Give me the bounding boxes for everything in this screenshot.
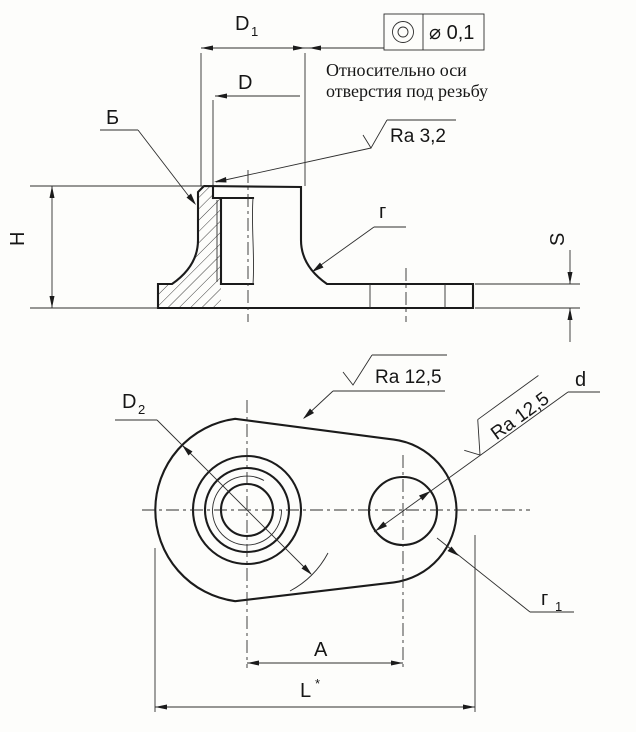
tolerance-note-line2: отверстия под резьбу — [326, 81, 489, 101]
dim-A — [247, 639, 403, 666]
surface-finish-ra32 — [214, 120, 456, 183]
dim-d — [374, 369, 600, 532]
side-view — [7, 13, 580, 342]
dim-label-r1-sub: 1 — [555, 599, 563, 614]
dim-label-H: H — [7, 231, 29, 246]
dim-label-d: d — [575, 369, 587, 391]
tolerance-value: ⌀ 0,1 — [429, 22, 475, 44]
surface-finish-ra125-top — [303, 355, 447, 419]
dim-S — [475, 233, 580, 342]
dim-label-r1: г — [541, 588, 549, 610]
dim-L — [155, 535, 475, 712]
concentricity-icon — [393, 22, 414, 43]
dim-label-D1-sub: 1 — [251, 24, 259, 39]
dim-label-L: L — [300, 680, 312, 702]
dim-label-D1: D — [235, 13, 250, 35]
label-ra32: Ra 3,2 — [390, 126, 446, 147]
tolerance-frame — [384, 14, 484, 50]
callout-B — [100, 107, 196, 205]
tolerance-note-line1: Относительно оси — [326, 60, 467, 80]
surface-finish-ra125-diag — [454, 375, 558, 463]
dim-r1 — [437, 538, 574, 614]
surface-finish-icon — [363, 120, 456, 148]
dim-label-D2: D — [122, 391, 137, 413]
label-B: Б — [106, 107, 120, 129]
top-view — [115, 355, 600, 712]
dim-label-D: D — [238, 72, 253, 94]
dim-label-A: A — [314, 639, 328, 661]
label-g: г — [379, 201, 387, 223]
callout-g — [312, 201, 406, 272]
dim-label-S: S — [547, 232, 569, 246]
section-hatch — [158, 186, 221, 308]
break-line — [252, 198, 253, 284]
dim-label-L-sup: * — [315, 676, 321, 691]
label-ra125-diag: Ra 12,5 — [487, 388, 554, 445]
dim-label-D2-sub: 2 — [138, 402, 146, 417]
label-ra125-top: Ra 12,5 — [375, 367, 442, 388]
dim-D — [213, 72, 300, 186]
surface-finish-icon — [343, 355, 447, 388]
tolerance-leader-arrow — [309, 46, 321, 51]
